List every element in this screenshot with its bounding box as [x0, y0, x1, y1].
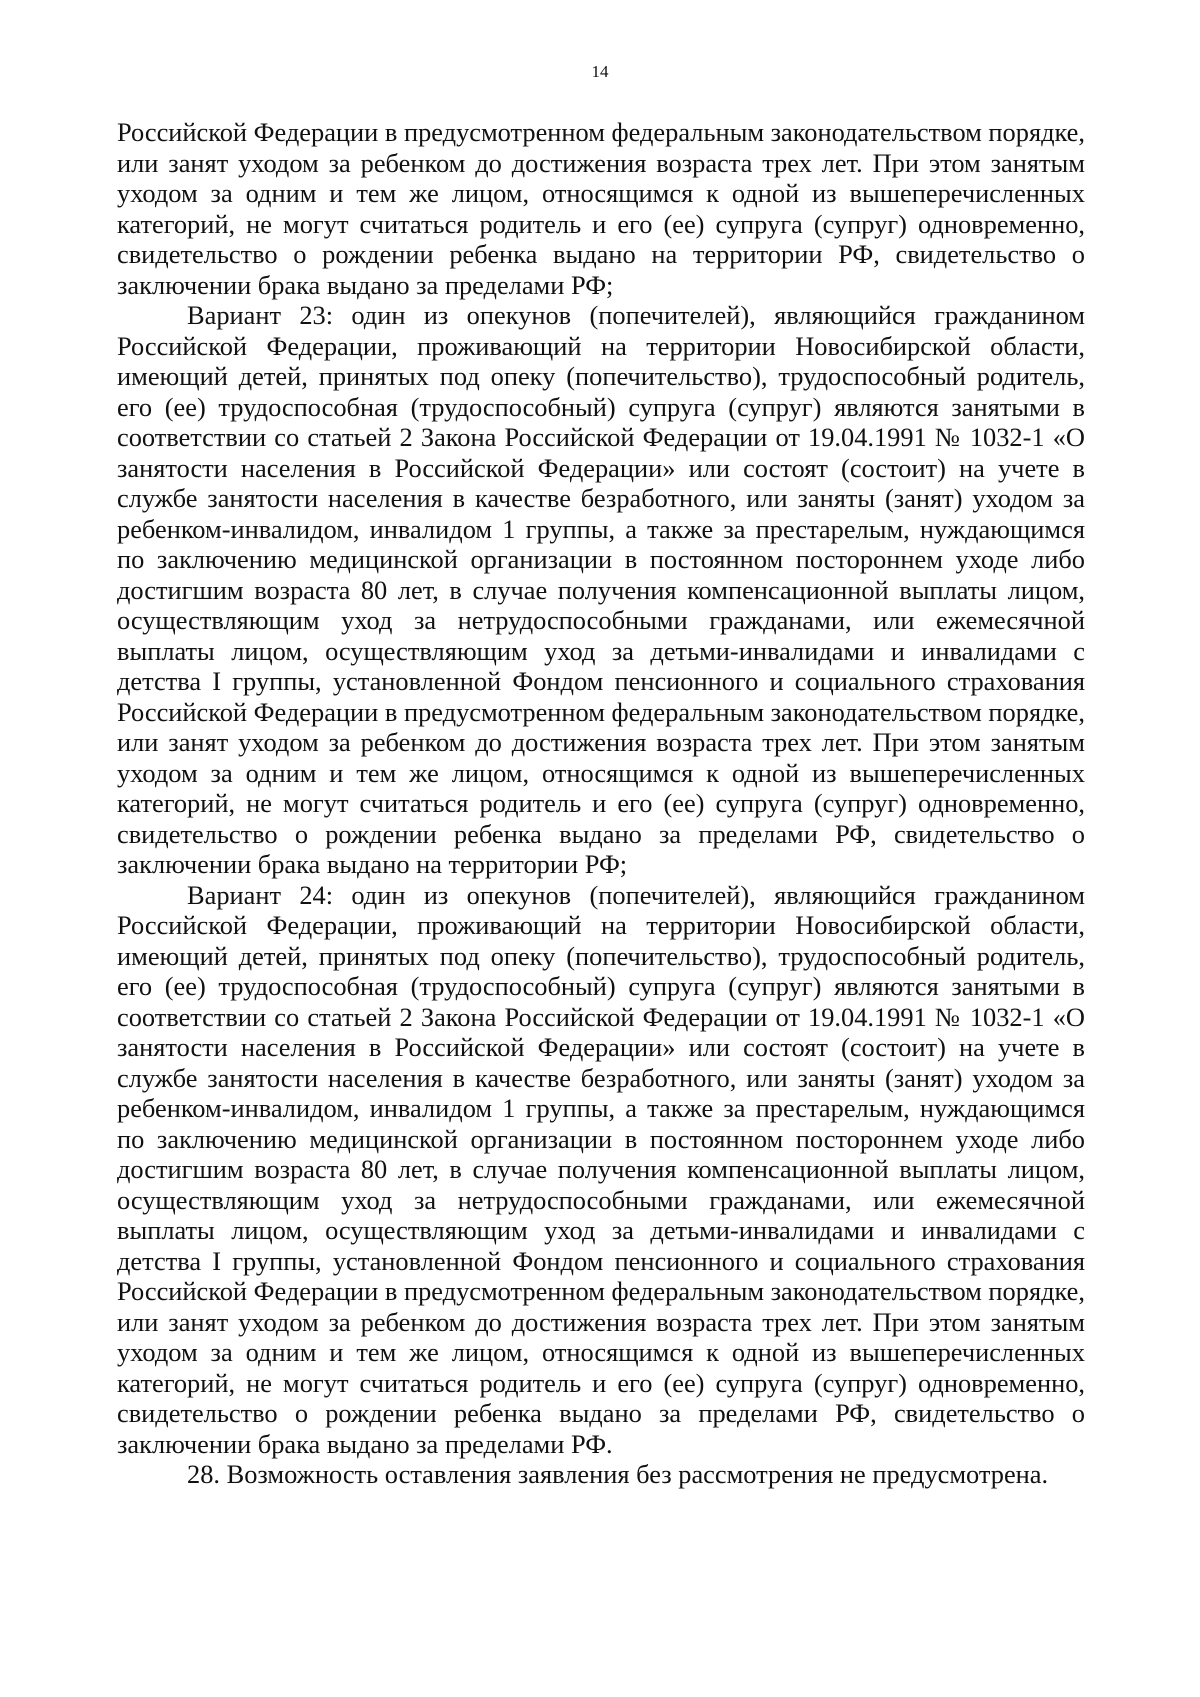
paragraph-item-28: 28. Возможность оставления заявления без рассмотрения не предусмотрена. — [187, 1459, 1049, 1489]
paragraph-variant-24: Вариант 24: один из опекунов (попечителей), являющийся гражданином Российской Федерации, проживающий на территории Новосибирской области, имеющий детей, принятых под опеку (попечительство), трудоспособный родитель, его (ее) трудоспособная (трудоспособный) супруга (супруг) являются занятыми в соответствии со статьей 2 Закона Российской Федерации от 19.04.1991 № 1032-1 «О занятости населения в Российской Федерации» или состоят (состоит) на учете в службе занятости населения в качестве безработного, или заняты (занят) уходом за ребенком-инвалидом, инвалидом 1 группы, а также за престарелым, нуждающимся по заключению медицинской организации в постоянном постороннем уходе либо достигшим возраста 80 лет, в случае получения компенсационной выплаты лицом, осуществляющим уход за нетрудоспособными гражданами, или ежемесячной выплаты лицом, осуществляющим уход за детьми-инвалидами и инвалидами с детства I группы, установленной Фондом пенсионного и социального страхования Российской Федерации в предусмотренном федеральным законодательством порядке, или занят уходом за ребенком до достижения возраста трех лет. При этом занятым уходом за одним и тем же лицом, относящимся к одной из вышеперечисленных категорий, не могут считаться родитель и его (ее) супруга (супруг) одновременно, свидетельство о рождении ребенка выдано за пределами РФ, свидетельство о заключении брака выдано за пределами РФ. — [117, 879, 1085, 1459]
paragraph-continuation: Российской Федерации в предусмотренном федеральным законодательством порядке, или занят уходом за ребенком до достижения возраста трех лет. При этом занятым уходом за одним и тем же лицом, относящимся к одной из вышеперечисленных категорий, не могут считаться родитель и его (ее) супруга (супруг) одновременно, свидетельство о рождении ребенка выдано на территории РФ, свидетельство о заключении брака выдано за пределами РФ; — [117, 117, 1085, 300]
paragraph-variant-23: Вариант 23: один из опекунов (попечителей), являющийся гражданином Российской Федерации, проживающий на территории Новосибирской области, имеющий детей, принятых под опеку (попечительство), трудоспособный родитель, его (ее) трудоспособная (трудоспособный) супруга (супруг) являются занятыми в соответствии со статьей 2 Закона Российской Федерации от 19.04.1991 № 1032-1 «О занятости населения в Российской Федерации» или состоят (состоит) на учете в службе занятости населения в качестве безработного, или заняты (занят) уходом за ребенком-инвалидом, инвалидом 1 группы, а также за престарелым, нуждающимся по заключению медицинской организации в постоянном постороннем уходе либо достигшим возраста 80 лет, в случае получения компенсационной выплаты лицом, осуществляющим уход за нетрудоспособными гражданами, или ежемесячной выплаты лицом, осуществляющим уход за детьми-инвалидами и инвалидами с детства I группы, установленной Фондом пенсионного и социального страхования Российской Федерации в предусмотренном федеральным законодательством порядке, или занят уходом за ребенком до достижения возраста трех лет. При этом занятым уходом за одним и тем же лицом, относящимся к одной из вышеперечисленных категорий, не могут считаться родитель и его (ее) супруга (супруг) одновременно, свидетельство о рождении ребенка выдано за пределами РФ, свидетельство о заключении брака выдано на территории РФ; — [117, 300, 1085, 879]
document-body — [117, 117, 1085, 1490]
page-number: 14 — [591, 62, 609, 81]
